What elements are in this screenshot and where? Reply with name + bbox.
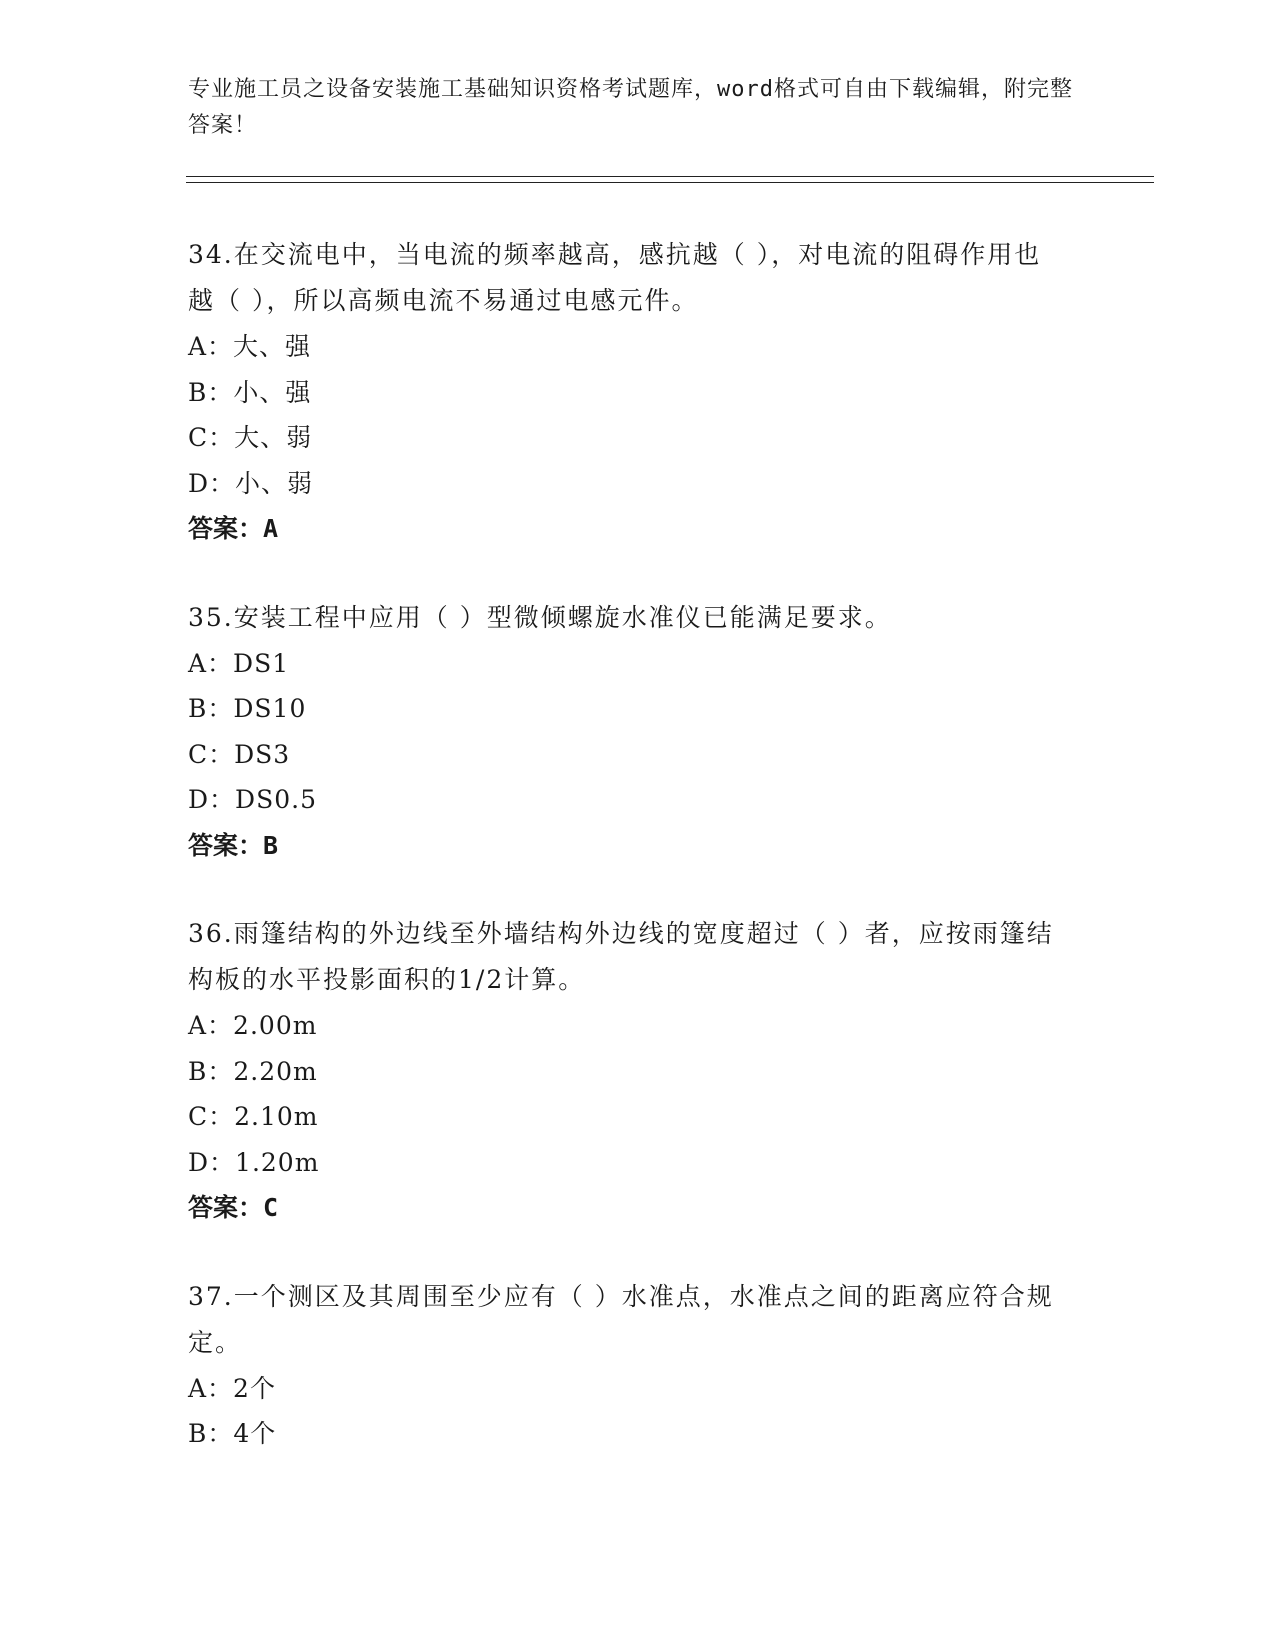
header-divider [186, 176, 1154, 183]
answer: 答案：C [188, 1193, 279, 1222]
question-stem: 35.安装工程中应用（ ）型微倾螺旋水准仪已能满足要求。 [188, 602, 892, 632]
option-a: A：大、强 [188, 332, 312, 361]
question-list [188, 232, 1068, 1500]
option-a: A：2个 [188, 1373, 276, 1403]
question-35 [188, 595, 1068, 869]
question-36 [188, 911, 1068, 1231]
question-34 [188, 232, 1068, 552]
option-d: D：DS0.5 [188, 785, 317, 814]
question-stem: 34.在交流电中，当电流的频率越高，感抗越（ ），对电流的阻碍作用也越（ ），所以高频电流不易通过电感元件。 [188, 240, 1042, 315]
option-a: A：DS1 [188, 648, 290, 678]
answer: 答案：B [188, 830, 279, 860]
option-b: B：4个 [188, 1419, 277, 1448]
question-stem: 37.一个测区及其周围至少应有（ ）水准点，水准点之间的距离应符合规定。 [188, 1281, 1054, 1357]
option-c: C：大、弱 [188, 423, 313, 452]
option-b: B：2.20m [188, 1056, 318, 1086]
question-stem: 36.雨篷结构的外边线至外墙结构外边线的宽度超过（ ）者，应按雨篷结构板的水平投影面积的1/2计算。 [188, 919, 1054, 994]
answer: 答案：A [188, 514, 279, 543]
option-c: C：DS3 [188, 739, 291, 769]
option-c: C：2.10m [188, 1102, 319, 1131]
option-d: D：小、弱 [188, 468, 314, 498]
option-b: B：小、强 [188, 377, 312, 407]
option-d: D：1.20m [188, 1147, 320, 1177]
page-header: 专业施工员之设备安装施工基础知识资格考试题库，word格式可自由下载编辑，附完整答案！ [188, 77, 1073, 138]
option-b: B：DS10 [188, 694, 307, 723]
question-37 [188, 1274, 1068, 1457]
option-a: A：2.00m [188, 1011, 318, 1040]
